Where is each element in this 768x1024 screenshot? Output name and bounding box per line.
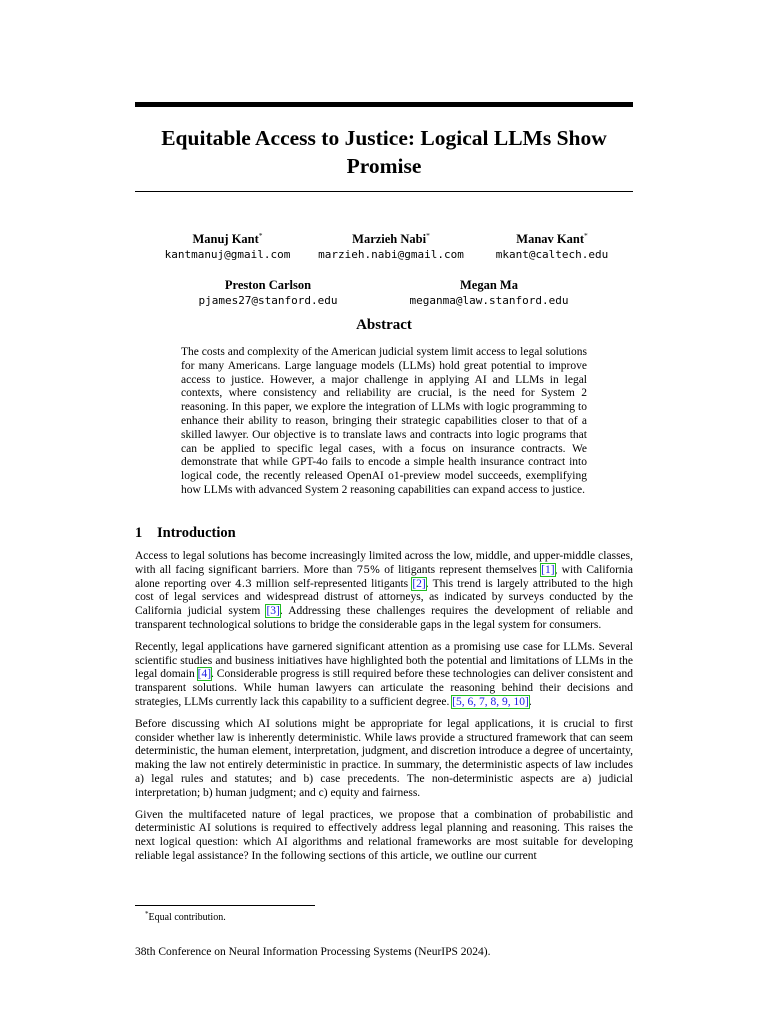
section-title: Introduction <box>157 525 236 541</box>
citation-link[interactable]: [2] <box>412 577 426 590</box>
author-block <box>192 278 344 309</box>
paragraph: Access to legal solutions has become increasingly limited across the low, middle, and upper-middle classes, with all facing significant barriers. More than 75% of litigants represent themselves [1], with California alone reporting over 4.3 million self-represented litigants [2]. This trend is largely attributed to the high cost of legal services and widespread distrust of attorneys, as indicated by surveys conducted by the California judicial system [3]. Addressing these challenges requires the development of reliable and transparent technological solutions to bridge the considerable gaps in the legal system for consumers. <box>135 550 633 631</box>
footnote <box>145 908 226 924</box>
citation-link[interactable]: [1] <box>541 563 555 576</box>
author-email[interactable]: kantmanuj@gmail.com <box>164 248 291 261</box>
author-mark: * <box>583 231 588 240</box>
top-rule <box>135 102 633 107</box>
paragraph: Before discussing which AI solutions might be appropriate for legal applications, it is crucial to first consider whether law is inherently deterministic. While laws provide a structured framework that can seem deterministic, the human element, interpretation, judgment, and discretion introduce a degree of uncertainty, making the law not entirely deterministic in practice. In summary, the deterministic aspects of law includes a) legal rules and statutes; and b) case precedents. The non-deterministic aspects are a) judicial interpretation; b) human judgment; and c) equity and fairness. <box>135 717 633 799</box>
author-name: Marzieh Nabi <box>352 232 427 246</box>
author-block <box>404 278 574 309</box>
paper-title: Equitable Access to Justice: Logical LLMs Show Promise <box>161 126 607 178</box>
title-rule <box>135 191 633 192</box>
author-block <box>312 229 470 263</box>
author-mark: * <box>258 231 263 240</box>
math-number: 4.3 <box>235 577 252 590</box>
citation-link[interactable]: [5, 6, 7, 8, 9, 10] <box>452 695 529 708</box>
abstract-text: The costs and complexity of the American judicial system limit access to legal solutions for many Americans. Large language models (LLMs) hold great potential to improve access to justice. However, a major challenge in applying AI and LLMs in legal contexts, where consistency and reliability are crucial, is the need for System 2 reasoning. In this paper, we explore the integration of LLMs with logic programming to enhance their ability to reason, bringing their strategic capabilities closer to that of a skilled lawyer. Our objective is to translate laws and contracts into logic programs that can be applied to specific legal cases, with a focus on insurance contracts. We demonstrate that while GPT-4o fails to encode a simple health insurance contract into logical code, the recently released OpenAI o1-preview model succeeds, exemplifying how LLMs with advanced System 2 reasoning capabilities can expand access to justice. <box>181 346 587 496</box>
author-email[interactable]: meganma@law.stanford.edu <box>409 294 569 307</box>
footnote-mark: * <box>145 910 149 918</box>
author-email[interactable]: pjames27@stanford.edu <box>198 294 338 307</box>
abstract-heading: Abstract <box>356 317 412 333</box>
section-heading <box>135 524 236 542</box>
body-text <box>135 550 633 872</box>
author-mark: * <box>426 231 430 240</box>
author-block <box>490 229 614 263</box>
footnote-text: Equal contribution. <box>148 912 226 923</box>
author-email[interactable]: mkant@caltech.edu <box>495 248 609 261</box>
author-name: Manuj Kant <box>192 232 259 246</box>
paragraph: Recently, legal applications have garnered significant attention as a promising use case for LLMs. Several scientific studies and business initiatives have highlighted both the potential and limitations of LLMs in the legal domain [4]. Considerable progress is still required before these technologies can deliver consistent and transparent solutions. While human lawyers can articulate the reasoning behind their decisions and strategies, LLMs currently lack this capability to a sufficient degree. [5, 6, 7, 8, 9, 10]. <box>135 640 633 708</box>
section-number: 1 <box>135 525 143 541</box>
author-block <box>160 229 295 263</box>
footnote-rule <box>135 905 315 906</box>
citation-link[interactable]: [3] <box>266 605 280 618</box>
paragraph: Given the multifaceted nature of legal practices, we propose that a combination of probabilistic and deterministic AI solutions is required to effectively address legal planning and reasoning. This raises the next logical question: which AI algorithms and relational frameworks are most suitable for developing reliable legal assistance? In the following sections of this article, we outline our current <box>135 808 633 862</box>
author-name: Megan Ma <box>460 278 518 292</box>
venue-line: 38th Conference on Neural Information Processing Systems (NeurIPS 2024). <box>135 946 491 958</box>
author-name: Preston Carlson <box>224 278 312 292</box>
math-percent: 75% <box>356 563 380 576</box>
author-name: Manav Kant <box>516 232 584 246</box>
citation-link[interactable]: [4] <box>197 668 212 681</box>
author-email[interactable]: marzieh.nabi@gmail.com <box>318 248 464 261</box>
